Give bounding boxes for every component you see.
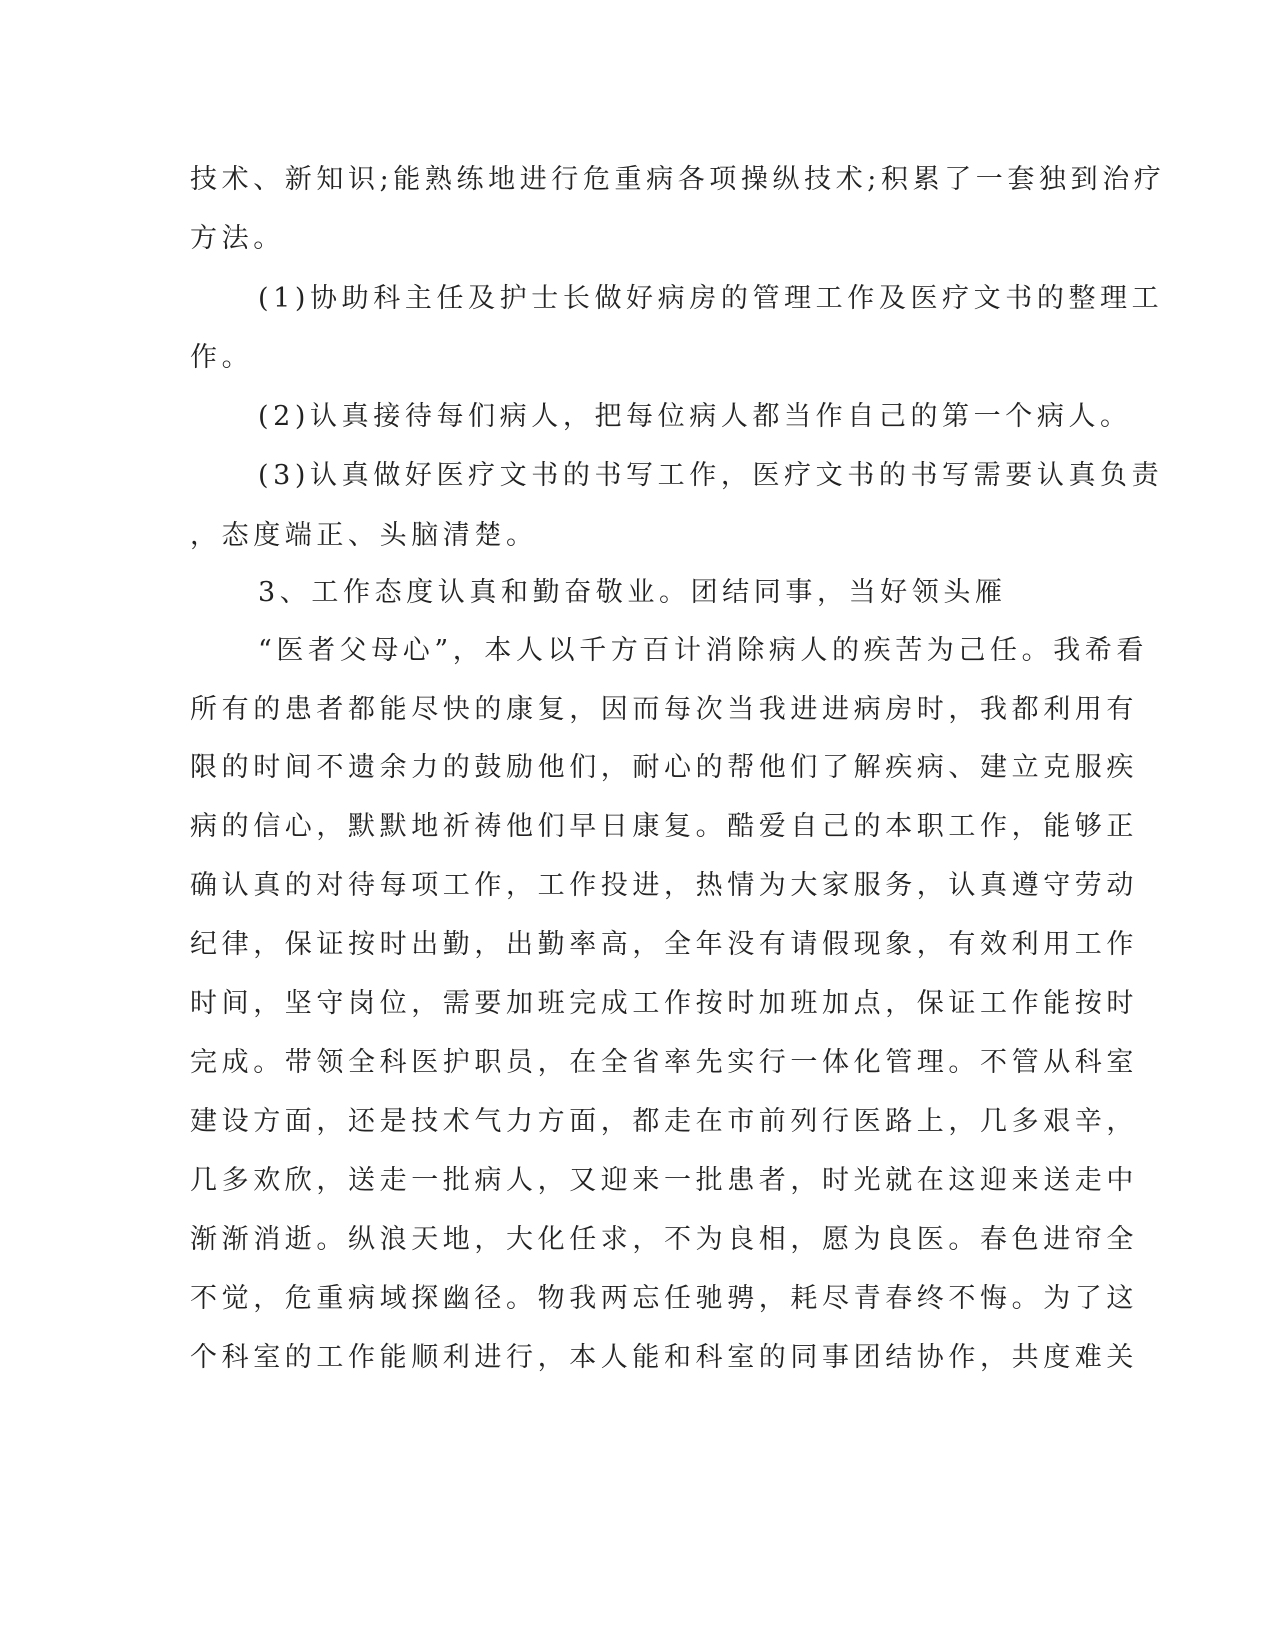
text-line-7: ，态度端正、头脑清楚。 [190,520,538,551]
text-line-14: 纪律，保证按时出勤，出勤率高，全年没有请假现象，有效利用工作 [190,929,1138,960]
text-line-2: 方法。 [190,223,285,254]
text-line-21: 个科室的工作能顺利进行，本人能和科室的同事团结协作，共度难关 [190,1342,1138,1373]
text-line-10: 所有的患者都能尽快的康复，因而每次当我进进病房时，我都利用有 [190,694,1138,725]
text-line-11: 限的时间不遗余力的鼓励他们，耐心的帮他们了解疾病、建立克服疾 [190,752,1138,783]
text-line-3: (1)协助科主任及护士长做好病房的管理工作及医疗文书的整理工 [258,283,1164,314]
text-line-12: 病的信心，默默地祈祷他们早日康复。酷爱自己的本职工作，能够正 [190,811,1138,842]
text-line-5: (2)认真接待每们病人，把每位病人都当作自己的第一个病人。 [258,401,1132,432]
text-line-9: “医者父母心”，本人以千方百计消除病人的疾苦为己任。我希看 [258,635,1149,666]
text-line-1: 技术、新知识;能熟练地进行危重病各项操纵技术;积累了一套独到治疗 [190,164,1166,195]
text-line-17: 建设方面，还是技术气力方面，都走在市前列行医路上，几多艰辛， [190,1106,1138,1137]
text-line-13: 确认真的对待每项工作，工作投进，热情为大家服务，认真遵守劳动 [190,870,1138,901]
text-line-20: 不觉，危重病域探幽径。物我两忘任驰骋，耗尽青春终不悔。为了这 [190,1283,1138,1314]
text-line-18: 几多欢欣，送走一批病人，又迎来一批患者，时光就在这迎来送走中 [190,1165,1138,1196]
text-line-6: (3)认真做好医疗文书的书写工作，医疗文书的书写需要认真负责 [258,460,1164,491]
text-line-19: 渐渐消逝。纵浪天地，大化任求，不为良相，愿为良医。春色进帘全 [190,1224,1138,1255]
section-heading: 3、工作态度认真和勤奋敬业。团结同事，当好领头雁 [258,577,1007,608]
text-line-16: 完成。带领全科医护职员，在全省率先实行一体化管理。不管从科室 [190,1047,1138,1078]
text-line-4: 作。 [190,342,254,373]
text-line-15: 时间，坚守岗位，需要加班完成工作按时加班加点，保证工作能按时 [190,988,1138,1019]
